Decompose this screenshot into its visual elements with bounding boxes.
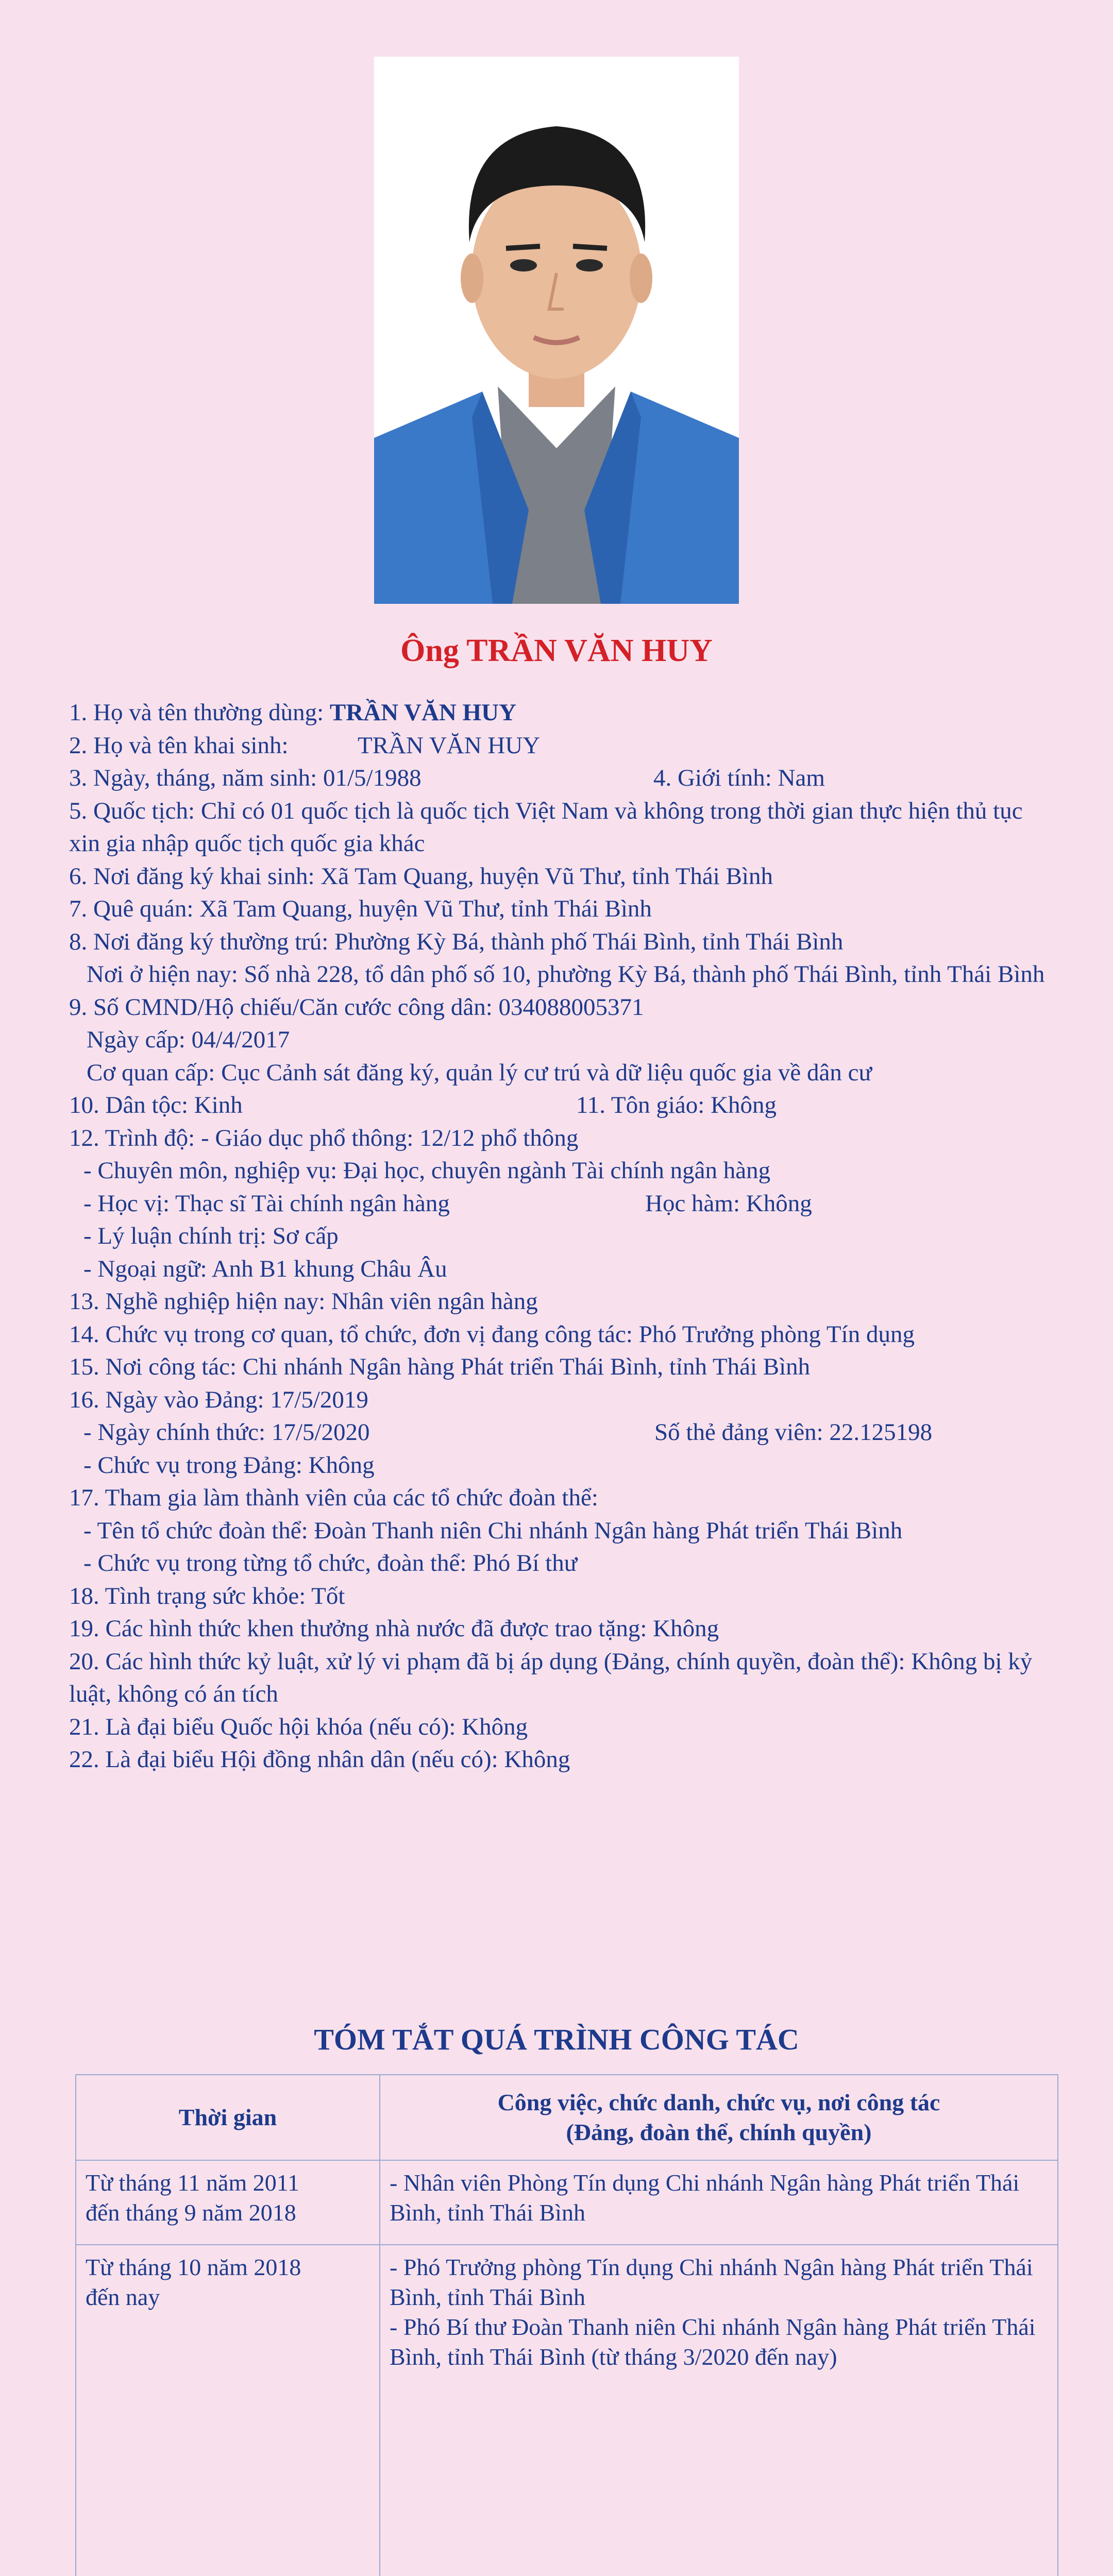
foreign-language: - Ngoại ngữ: Anh B1 khung Châu Âu [83,1255,447,1282]
discipline: 20. Các hình thức kỷ luật, xử lý vi phạm đã bị áp dụng (Đảng, chính quyền, đoàn thể): Không bị kỷ luật, không có án tích [69,1648,1033,1707]
academic-degree: - Học vị: Thạc sĩ Tài chính ngân hàng [83,1190,450,1217]
ethnicity: 10. Dân tộc: Kinh [69,1092,243,1118]
info-line-degree [69,1188,1048,1221]
party-official-date: - Ngày chính thức: 17/5/2020 [83,1419,370,1446]
info-line-party [69,1416,1048,1449]
table-row [76,2245,1058,2576]
column-header-description [380,2075,1058,2160]
info-line-1 [69,697,1048,730]
column-header-description-line1: Công việc, chức danh, chức vụ, nơi công tác [497,2089,940,2115]
info-line-3 [69,762,1048,795]
party-join-date: 16. Ngày vào Đảng: 17/5/2019 [69,1386,368,1413]
organization-name: - Tên tổ chức đoàn thể: Đoàn Thanh niên Chi nhánh Ngân hàng Phát triển Thái Bình [83,1517,903,1544]
portrait-photo [374,57,739,604]
table-row [76,2160,1058,2245]
personal-info [69,697,1048,1776]
row-1-time-from: Từ tháng 11 năm 2011 [86,2170,300,2196]
row-1-description [380,2160,1058,2245]
row-2-description-text: - Phó Trưởng phòng Tín dụng Chi nhánh Ngân hàng Phát triển Thái Bình, tỉnh Thái Bình [390,2254,1033,2310]
education-level: 12. Trình độ: - Giáo dục phổ thông: 12/12 phổ thông [69,1124,579,1151]
row-2-time-from: Từ tháng 10 năm 2018 [86,2254,301,2280]
awards: 19. Các hình thức khen thưởng nhà nước đã được trao tặng: Không [69,1615,719,1642]
occupation: 13. Nghề nghiệp hiện nay: Nhân viên ngân hàng [69,1288,538,1315]
column-header-time: Thời gian [76,2075,380,2160]
national-assembly: 21. Là đại biểu Quốc hội khóa (nếu có): Không [69,1713,528,1740]
row-2-time [76,2245,380,2576]
specialization: - Chuyên môn, nghiệp vụ: Đại học, chuyên ngành Tài chính ngân hàng [83,1157,771,1184]
row-2-description [380,2245,1058,2576]
table-header-row [76,2075,1058,2160]
position: 14. Chức vụ trong cơ quan, tổ chức, đơn vị đang công tác: Phó Trưởng phòng Tín dụng [69,1320,915,1348]
current-residence: Nơi ở hiện nay: Số nhà 228, tổ dân phố số 10, phường Kỳ Bá, thành phố Thái Bình, tỉnh Thái Bình [87,961,1045,988]
full-name-value: TRẦN VĂN HUY [329,699,517,726]
person-title: Ông TRẦN VĂN HUY [400,633,713,668]
info-line-10 [69,1089,1048,1122]
full-name-label: 1. Họ và tên thường dùng: [69,699,330,726]
birth-name-value: TRẦN VĂN HUY [358,732,541,759]
religion: 11. Tôn giáo: Không [576,1092,777,1118]
row-2-description-text-2: - Phó Bí thư Đoàn Thanh niên Chi nhánh Ngân hàng Phát triển Thái Bình, tỉnh Thái Bình (từ tháng 3/2020 đến nay) [390,2314,1036,2370]
permanent-residence: 8. Nơi đăng ký thường trú: Phường Kỳ Bá, thành phố Thái Bình, tỉnh Thái Bình [69,928,844,955]
column-header-description-line2: (Đảng, đoàn thể, chính quyền) [566,2119,872,2145]
organizations: 17. Tham gia làm thành viên của các tổ chức đoàn thể: [69,1484,598,1511]
hometown: 7. Quê quán: Xã Tam Quang, huyện Vũ Thư, tỉnh Thái Bình [69,895,652,922]
work-history-table [75,2074,1058,2576]
peoples-council: 22. Là đại biểu Hội đồng nhân dân (nếu có): Không [69,1746,570,1773]
portrait-photo-icon [374,57,739,604]
gender: 4. Giới tính: Nam [653,765,825,791]
id-issue-date: Ngày cấp: 04/4/2017 [87,1026,290,1053]
row-1-time-to: đến tháng 9 năm 2018 [86,2199,296,2226]
academic-title: Học hàm: Không [645,1190,812,1217]
row-1-description-text: - Nhân viên Phòng Tín dụng Chi nhánh Ngân hàng Phát triển Thái Bình, tỉnh Thái Bình [390,2170,1020,2226]
id-issuer: Cơ quan cấp: Cục Cảnh sát đăng ký, quản lý cư trú và dữ liệu quốc gia về dân cư [87,1059,872,1086]
birth-name-label: 2. Họ và tên khai sinh: [69,732,289,759]
id-number: 9. Số CMND/Hộ chiếu/Căn cước công dân: 034088005371 [69,993,644,1021]
info-line-2 [69,730,1048,762]
birth-registration: 6. Nơi đăng ký khai sinh: Xã Tam Quang, huyện Vũ Thư, tỉnh Thái Bình [69,862,773,890]
birth-date: 3. Ngày, tháng, năm sinh: 01/5/1988 [69,765,421,791]
health: 18. Tình trạng sức khỏe: Tốt [69,1582,345,1609]
row-1-time [76,2160,380,2245]
organization-role: - Chức vụ trong từng tổ chức, đoàn thể: Phó Bí thư [83,1550,578,1577]
work-history-title: TÓM TẮT QUÁ TRÌNH CÔNG TÁC [314,2023,799,2056]
nationality: 5. Quốc tịch: Chỉ có 01 quốc tịch là quốc tịch Việt Nam và không trong thời gian thực hiện thủ tục xin gia nhập quốc tịch quốc gia khác [69,797,1023,857]
political-theory: - Lý luận chính trị: Sơ cấp [83,1223,339,1249]
party-card-number: Số thẻ đảng viên: 22.125198 [654,1419,933,1446]
row-2-time-to: đến nay [86,2284,160,2310]
workplace: 15. Nơi công tác: Chi nhánh Ngân hàng Phát triển Thái Bình, tỉnh Thái Bình [69,1353,811,1380]
party-position: - Chức vụ trong Đảng: Không [83,1451,375,1479]
